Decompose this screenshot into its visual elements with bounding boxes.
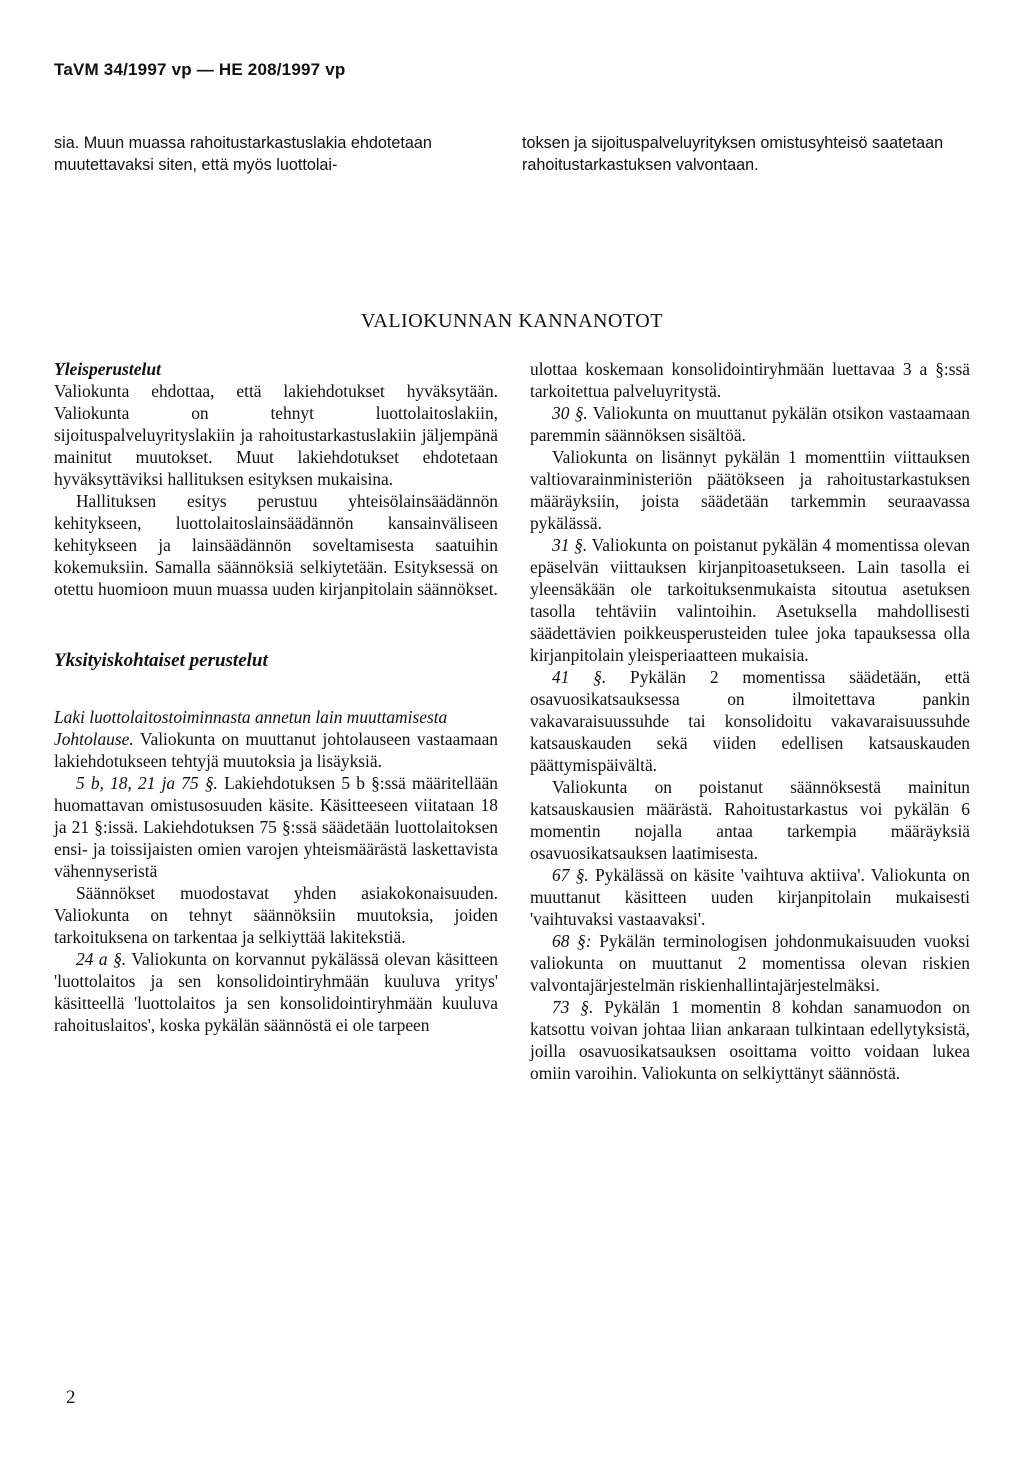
paragraph-text: Valiokunta on muuttanut pykälän otsikon vastaamaan paremmin säännöksen sisältöä. — [530, 403, 971, 445]
paragraph — [530, 534, 970, 666]
paragraph-text: Valiokunta on muuttanut johtolauseen vastaamaan lakiehdotukseen tehtyjä muutoksia ja lisäyksiä. — [54, 729, 498, 771]
right-column — [530, 358, 970, 1084]
section-ref: 31 §. — [552, 535, 588, 555]
paragraph — [530, 402, 970, 446]
section-ref: 5 b, 18, 21 ja 75 §. — [76, 773, 218, 793]
section-ref: 73 §. — [552, 997, 594, 1017]
paragraph: Säännökset muodostavat yhden asiakokonaisuuden. Valiokunta on tehnyt säännöksiin muutoksia, joiden tarkoituksena on tarkentaa ja selkiyttää lakitekstiä. — [54, 883, 498, 947]
paragraph-text: Valiokunta on korvannut pykälässä olevan käsitteen 'luottolaitos ja sen konsolidointiryhmään kuuluva yritys' käsitteellä 'luottolaitos ja sen konsolidointiryhmään kuuluva rahoituslaitos', koska pykälän säännöstä ei ole tarpeen — [54, 949, 498, 1035]
paragraph: Valiokunta on lisännyt pykälän 1 momenttiin viittauksen valtiovarainministeriön päätökseen ja rahoitustarkastuksen määräyksiin, joista säädetään tarkemmin seuraavassa pykälässä. — [530, 447, 970, 533]
heading-detailed-rationale: Yksityiskohtaiset perustelut — [54, 650, 268, 671]
law-title: Laki luottolaitostoiminnasta annetun lain muuttamisesta — [54, 707, 448, 727]
paragraph-text: Lakiehdotuksen 5 b §:ssä määritellään huomattavan omistusosuuden käsite. Käsitteeseen viitataan 18 ja 21 §:issä. Lakiehdotuksen 75 §:ssä säädetään luottolaitoksen ensi- ja toissijaisten omien varojen yhteismäärästä laskettavista vähennyseristä — [54, 773, 498, 881]
section-title: VALIOKUNNAN KANNANOTOT — [361, 310, 663, 332]
paragraph — [530, 864, 970, 930]
paragraph-text: Pykälässä on käsite 'vaihtuva aktiiva'. Valiokunta on muuttanut käsitteen uuden kirjanpitolain mukaisesti 'vaihtuvaksi vastaavaksi'. — [530, 865, 970, 929]
intro-right-text: toksen ja sijoituspalveluyrityksen omistusyhteisö saatetaan rahoitustarkastuksen valvontaan. — [522, 134, 944, 174]
page-number: 2 — [66, 1387, 76, 1408]
paragraph-text: Pykälän 1 momentin 8 kohdan sanamuodon on katsottu voivan johtaa liian ankaraan tulkintaan edellytyksistä, joilla osavuosikatsauksen osoittama voitto voidaan lukea omiin varoihin. Valiokunta on selkiyttänyt säännöstä. — [530, 997, 970, 1083]
intro-left-text: sia. Muun muassa rahoitustarkastuslakia ehdotetaan muutettavaksi siten, että myös luottolai- — [54, 134, 432, 174]
paragraph-text: Valiokunta on poistanut pykälän 4 momentissa olevan epäselvän viittauksen kirjanpitoasetukseen. Lain tasolla ei yleensäkään ole tarkoituksenmukaista sitoutua asetuksen tasolla tehtäviin valintoihin. Asetuksella mahdollisesti säädettävien poikkeusperusteiden tulee joka tapauksessa olla kirjanpitolain yleisperiaatteen mukaisia. — [530, 535, 970, 665]
section-ref: 68 §: — [552, 931, 592, 951]
section-ref: 30 §. — [552, 403, 588, 423]
left-column — [54, 358, 498, 1036]
paragraph: ulottaa koskemaan konsolidointiryhmään luettavaa 3 a §:ssä tarkoitettua palveluyritystä. — [530, 359, 970, 401]
section-ref: 41 §. — [552, 667, 607, 687]
paragraph — [530, 996, 970, 1084]
document-header: TaVM 34/1997 vp — HE 208/1997 vp — [54, 60, 346, 79]
paragraph — [530, 666, 970, 776]
paragraph: Valiokunta ehdottaa, että lakiehdotukset hyväksytään. Valiokunta on tehnyt luottolaitoslakiin, sijoituspalveluyrityslakiin ja rahoitustarkastuslakiin jäljempänä mainitut muutokset. Muut lakiehdotukset ehdotetaan hyväksyttäviksi hallituksen esityksen mukaisina. — [54, 381, 498, 489]
paragraph — [530, 930, 970, 996]
paragraph: Valiokunta on poistanut säännöksestä mainitun katsauskausien määrästä. Rahoitustarkastus voi pykälän 6 momentin nojalla antaa tarkempia määräyksiä osavuosikatsauksen laatimisesta. — [530, 777, 970, 863]
intro-left-column — [54, 132, 504, 176]
paragraph: Hallituksen esitys perustuu yhteisölainsäädännön kehitykseen, luottolaitoslainsäädännön kansainväliseen kehitykseen ja lainsäädännön soveltamisesta saatuihin kokemuksiin. Samalla säännöksiä selkiytetään. Esityksessä on otettu huomioon muun muassa uuden kirjanpitolain säännökset. — [54, 491, 498, 599]
paragraph-text: Pykälän terminologisen johdonmukaisuuden vuoksi valiokunta on muuttanut 2 momentissa olevan riskien valvontajärjestelmän riskienhallintajärjestelmäksi. — [530, 931, 970, 995]
section-ref: Johtolause. — [54, 729, 134, 749]
section-ref: 67 §. — [552, 865, 589, 885]
paragraph-text: Pykälän 2 momentissa säädetään, että osavuosikatsauksessa on ilmoitettava pankin vakavaraisuussuhde tai konsolidoitu vakavaraisuussuhde katsauskauden sekä viiden edellisen katsauskauden päättymispäivältä. — [530, 667, 971, 775]
section-ref: 24 a §. — [76, 949, 127, 969]
paragraph — [54, 948, 498, 1036]
paragraph — [54, 728, 498, 772]
paragraph — [54, 772, 498, 882]
intro-right-column — [522, 132, 974, 176]
heading-general-rationale: Yleisperustelut — [54, 359, 161, 379]
